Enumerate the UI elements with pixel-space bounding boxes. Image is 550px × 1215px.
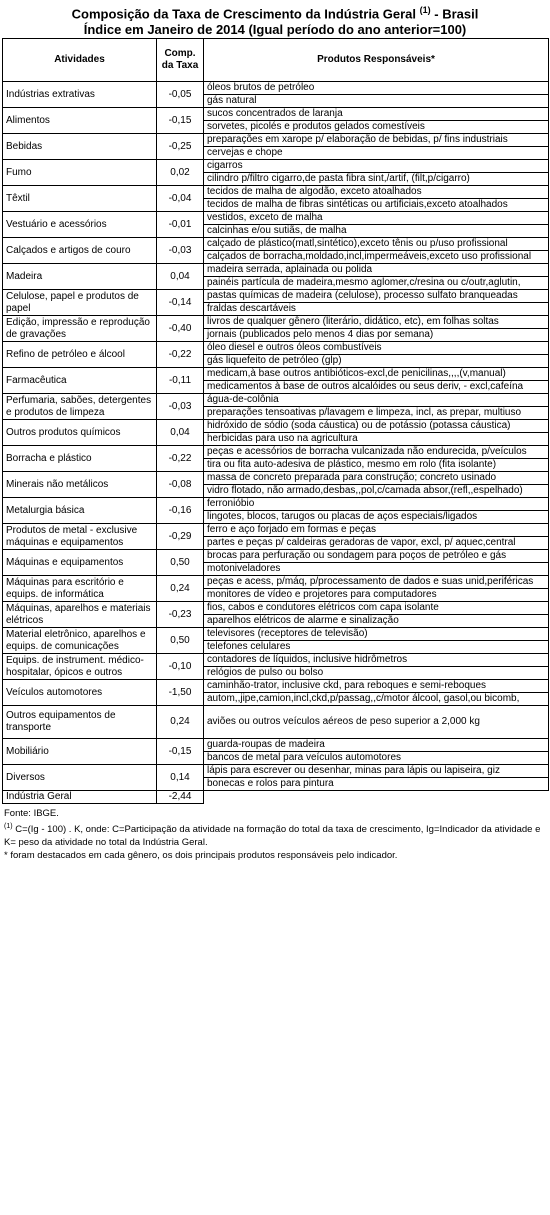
product-cell: bonecas e rolos para pintura xyxy=(204,778,549,791)
footer-note-1-mark: (1) xyxy=(4,823,13,830)
footer xyxy=(4,807,544,862)
product-cell: calçado de plástico(matl,sintético),exceto tênis ou p/uso profissional xyxy=(204,238,549,251)
product-cell: ferro e aço forjado em formas e peças xyxy=(204,524,549,537)
product-cell: telefones celulares xyxy=(204,641,549,654)
product-cell: pastas químicas de madeira (celulose), processo sulfato branqueadas xyxy=(204,290,549,303)
comp-cell: -0,16 xyxy=(157,498,204,524)
comp-cell: -0,11 xyxy=(157,368,204,394)
activity-cell: Indústrias extrativas xyxy=(3,82,157,108)
product-cell: gás natural xyxy=(204,95,549,108)
product-cell: preparações em xarope p/ elaboração de bebidas, p/ fins industriais xyxy=(204,134,549,147)
activity-cell: Edição, impressão e reprodução de gravações xyxy=(3,316,157,342)
product-cell: medicamentos à base de outros alcalóides ou seus deriv, - excl,cafeína xyxy=(204,381,549,394)
table-row xyxy=(3,134,549,147)
activity-cell: Calçados e artigos de couro xyxy=(3,238,157,264)
table-row xyxy=(3,472,549,485)
footer-source: Fonte: IBGE. xyxy=(4,808,59,819)
table-row xyxy=(3,576,549,589)
product-cell: óleos brutos de petróleo xyxy=(204,82,549,95)
product-cell: monitores de vídeo e projetores para computadores xyxy=(204,589,549,602)
product-cell: cervejas e chope xyxy=(204,147,549,160)
product-cell: sorvetes, picolés e produtos gelados comestíveis xyxy=(204,121,549,134)
product-cell: massa de concreto preparada para construção; concreto usinado xyxy=(204,472,549,485)
table-row xyxy=(3,765,549,778)
product-cell: fios, cabos e condutores elétricos com capa isolante xyxy=(204,602,549,615)
product-cell: preparações tensoativas p/lavagem e limpeza, incl, as prepar, multiuso xyxy=(204,407,549,420)
comp-cell: -0,05 xyxy=(157,82,204,108)
product-cell: motoniveladores xyxy=(204,563,549,576)
table-row xyxy=(3,264,549,277)
table-row xyxy=(3,316,549,329)
activity-cell: Produtos de metal - exclusive máquinas e equipamentos xyxy=(3,524,157,550)
comp-cell: -0,03 xyxy=(157,238,204,264)
table-row xyxy=(3,420,549,433)
activity-cell: Material eletrônico, aparelhos e equips. de comunicações xyxy=(3,628,157,654)
product-cell: fraldas descartáveis xyxy=(204,303,549,316)
table-row xyxy=(3,212,549,225)
title-region: - Brasil xyxy=(430,6,479,22)
product-cell: livros de qualquer gênero (literário, didático, etc), em folhas soltas xyxy=(204,316,549,329)
activity-cell: Refino de petróleo e álcool xyxy=(3,342,157,368)
activity-cell: Mobiliário xyxy=(3,739,157,765)
footer-note-1-text: C=(Ig - 100) . K, onde: C=Participação da atividade na formação do total da taxa de crescimento, Ig=Indicador da atividade e K= peso da atividade no total da Indústria Geral. xyxy=(4,824,541,849)
product-cell: tecidos de malha de fibras sintéticas ou artificiais,exceto atoalhados xyxy=(204,199,549,212)
activity-cell: Borracha e plástico xyxy=(3,446,157,472)
activity-cell: Bebidas xyxy=(3,134,157,160)
table-row xyxy=(3,706,549,739)
product-cell: peças e acess, p/máq, p/processamento de dados e suas unid,periféricas xyxy=(204,576,549,589)
product-cell: ferronióbio xyxy=(204,498,549,511)
activity-cell: Vestuário e acessórios xyxy=(3,212,157,238)
table-row xyxy=(3,550,549,563)
comp-cell: -0,22 xyxy=(157,446,204,472)
table-row xyxy=(3,628,549,641)
activity-cell: Diversos xyxy=(3,765,157,791)
page-title xyxy=(0,0,550,38)
table-row xyxy=(3,108,549,121)
activity-cell: Madeira xyxy=(3,264,157,290)
product-cell: caminhão-trator, inclusive ckd, para reboques e semi-reboques xyxy=(204,680,549,693)
activity-cell: Outros equipamentos de transporte xyxy=(3,706,157,739)
comp-cell: -0,25 xyxy=(157,134,204,160)
table-row xyxy=(3,602,549,615)
product-cell: medicam,à base outros antibióticos-excl,de penicilinas,,,,(v,manual) xyxy=(204,368,549,381)
product-cell: guarda-roupas de madeira xyxy=(204,739,549,752)
table-row xyxy=(3,238,549,251)
comp-cell: -0,15 xyxy=(157,108,204,134)
title-line-1 xyxy=(0,2,550,22)
product-cell: cilindro p/filtro cigarro,de pasta fibra sint,/artif, (filt,p/cigarro) xyxy=(204,173,549,186)
comp-cell: 0,04 xyxy=(157,420,204,446)
comp-cell: -0,40 xyxy=(157,316,204,342)
comp-cell: 0,50 xyxy=(157,628,204,654)
product-cell: relógios de pulso ou bolso xyxy=(204,667,549,680)
product-cell: vestidos, exceto de malha xyxy=(204,212,549,225)
title-line-2: Índice em Janeiro de 2014 (Igual período do ano anterior=100) xyxy=(83,22,467,38)
activity-cell: Veículos automotores xyxy=(3,680,157,706)
product-cell: contadores de líquidos, inclusive hidrômetros xyxy=(204,654,549,667)
product-cell: hidróxido de sódio (soda cáustica) ou de potássio (potassa cáustica) xyxy=(204,420,549,433)
product-cell: lingotes, blocos, tarugos ou placas de aços especiais/ligados xyxy=(204,511,549,524)
total-activity-cell: Indústria Geral xyxy=(3,791,157,804)
product-cell: bancos de metal para veículos automotores xyxy=(204,752,549,765)
comp-cell: -0,23 xyxy=(157,602,204,628)
table-row xyxy=(3,290,549,303)
comp-cell: -0,10 xyxy=(157,654,204,680)
comp-cell: -0,04 xyxy=(157,186,204,212)
product-cell: aparelhos elétricos de alarme e sinalização xyxy=(204,615,549,628)
comp-cell: -1,50 xyxy=(157,680,204,706)
table-row xyxy=(3,654,549,667)
product-cell: cigarros xyxy=(204,160,549,173)
product-cell: água-de-colônia xyxy=(204,394,549,407)
activity-cell: Farmacêutica xyxy=(3,368,157,394)
table-row xyxy=(3,446,549,459)
table-row xyxy=(3,160,549,173)
product-cell: gás liquefeito de petróleo (glp) xyxy=(204,355,549,368)
product-cell: tira ou fita auto-adesiva de plástico, mesmo em rolo (fita isolante) xyxy=(204,459,549,472)
product-cell: aviões ou outros veículos aéreos de peso superior a 2,000 kg xyxy=(204,706,549,739)
comp-cell: -0,15 xyxy=(157,739,204,765)
product-cell: lápis para escrever ou desenhar, minas para lápis ou lapiseira, giz xyxy=(204,765,549,778)
comp-cell: 0,02 xyxy=(157,160,204,186)
activity-cell: Perfumaria, sabões, detergentes e produtos de limpeza xyxy=(3,394,157,420)
table-row xyxy=(3,368,549,381)
activity-cell: Máquinas, aparelhos e materiais elétricos xyxy=(3,602,157,628)
comp-cell: -0,08 xyxy=(157,472,204,498)
product-cell: vidro flotado, não armado,desbas,,pol,c/camada absor,(refl,,espelhado) xyxy=(204,485,549,498)
activity-cell: Têxtil xyxy=(3,186,157,212)
table-row xyxy=(3,342,549,355)
product-cell: sucos concentrados de laranja xyxy=(204,108,549,121)
table-row xyxy=(3,739,549,752)
product-cell: painéis partícula de madeira,mesmo aglomer,c/resina ou c/outr,aglutin, xyxy=(204,277,549,290)
footer-note-1 xyxy=(4,820,544,849)
product-cell: brocas para perfuração ou sondagem para poços de petróleo e gás xyxy=(204,550,549,563)
comp-cell: 0,50 xyxy=(157,550,204,576)
header-products: Produtos Responsáveis* xyxy=(204,39,549,82)
table-row xyxy=(3,82,549,95)
activity-cell: Máquinas e equipamentos xyxy=(3,550,157,576)
header-row xyxy=(3,39,549,82)
activity-cell: Metalurgia básica xyxy=(3,498,157,524)
product-cell: peças e acessórios de borracha vulcanizada não endurecida, p/veículos xyxy=(204,446,549,459)
composition-table xyxy=(2,38,549,804)
title-footnote-mark: (1) xyxy=(419,5,431,15)
table-row xyxy=(3,524,549,537)
comp-cell: -0,29 xyxy=(157,524,204,550)
product-cell: herbicidas para uso na agricultura xyxy=(204,433,549,446)
comp-cell: 0,24 xyxy=(157,576,204,602)
footer-note-2: * foram destacados em cada gênero, os dois principais produtos responsáveis pelo indicador. xyxy=(4,850,398,862)
product-cell: televisores (receptores de televisão) xyxy=(204,628,549,641)
total-row xyxy=(3,791,549,804)
activity-cell: Alimentos xyxy=(3,108,157,134)
activity-cell: Fumo xyxy=(3,160,157,186)
product-cell: madeira serrada, aplainada ou polida xyxy=(204,264,549,277)
product-cell: partes e peças p/ caldeiras geradoras de vapor, excl, p/ aquec,central xyxy=(204,537,549,550)
activity-cell: Celulose, papel e produtos de papel xyxy=(3,290,157,316)
comp-cell: 0,14 xyxy=(157,765,204,791)
comp-cell: 0,24 xyxy=(157,706,204,739)
product-cell: óleo diesel e outros óleos combustíveis xyxy=(204,342,549,355)
activity-cell: Minerais não metálicos xyxy=(3,472,157,498)
activity-cell: Máquinas para escritório e equips. de informática xyxy=(3,576,157,602)
comp-cell: -0,01 xyxy=(157,212,204,238)
comp-cell: -0,22 xyxy=(157,342,204,368)
header-activities: Atividades xyxy=(3,39,157,82)
title-text: Composição da Taxa de Crescimento da Indústria Geral xyxy=(71,6,417,22)
total-comp-cell: -2,44 xyxy=(157,791,204,804)
table-row xyxy=(3,394,549,407)
comp-cell: -0,14 xyxy=(157,290,204,316)
activity-cell: Equips. de instrument. médico-hospitalar, ópicos e outros xyxy=(3,654,157,680)
comp-cell: -0,03 xyxy=(157,394,204,420)
product-cell: autom,,jipe,camion,incl,ckd,p/passag,,c/motor álcool, gasol,ou bicomb, xyxy=(204,693,549,706)
table-row xyxy=(3,498,549,511)
product-cell: calcinhas e/ou sutiãs, de malha xyxy=(204,225,549,238)
product-cell: tecidos de malha de algodão, exceto atoalhados xyxy=(204,186,549,199)
table-row xyxy=(3,680,549,693)
header-comp: Comp. da Taxa xyxy=(157,39,204,82)
table-row xyxy=(3,186,549,199)
comp-cell: 0,04 xyxy=(157,264,204,290)
activity-cell: Outros produtos químicos xyxy=(3,420,157,446)
table-body xyxy=(3,82,549,804)
product-cell: jornais (publicados pelo menos 4 dias por semana) xyxy=(204,329,549,342)
product-cell: calçados de borracha,moldado,incl,impermeáveis,exceto uso profissional xyxy=(204,251,549,264)
